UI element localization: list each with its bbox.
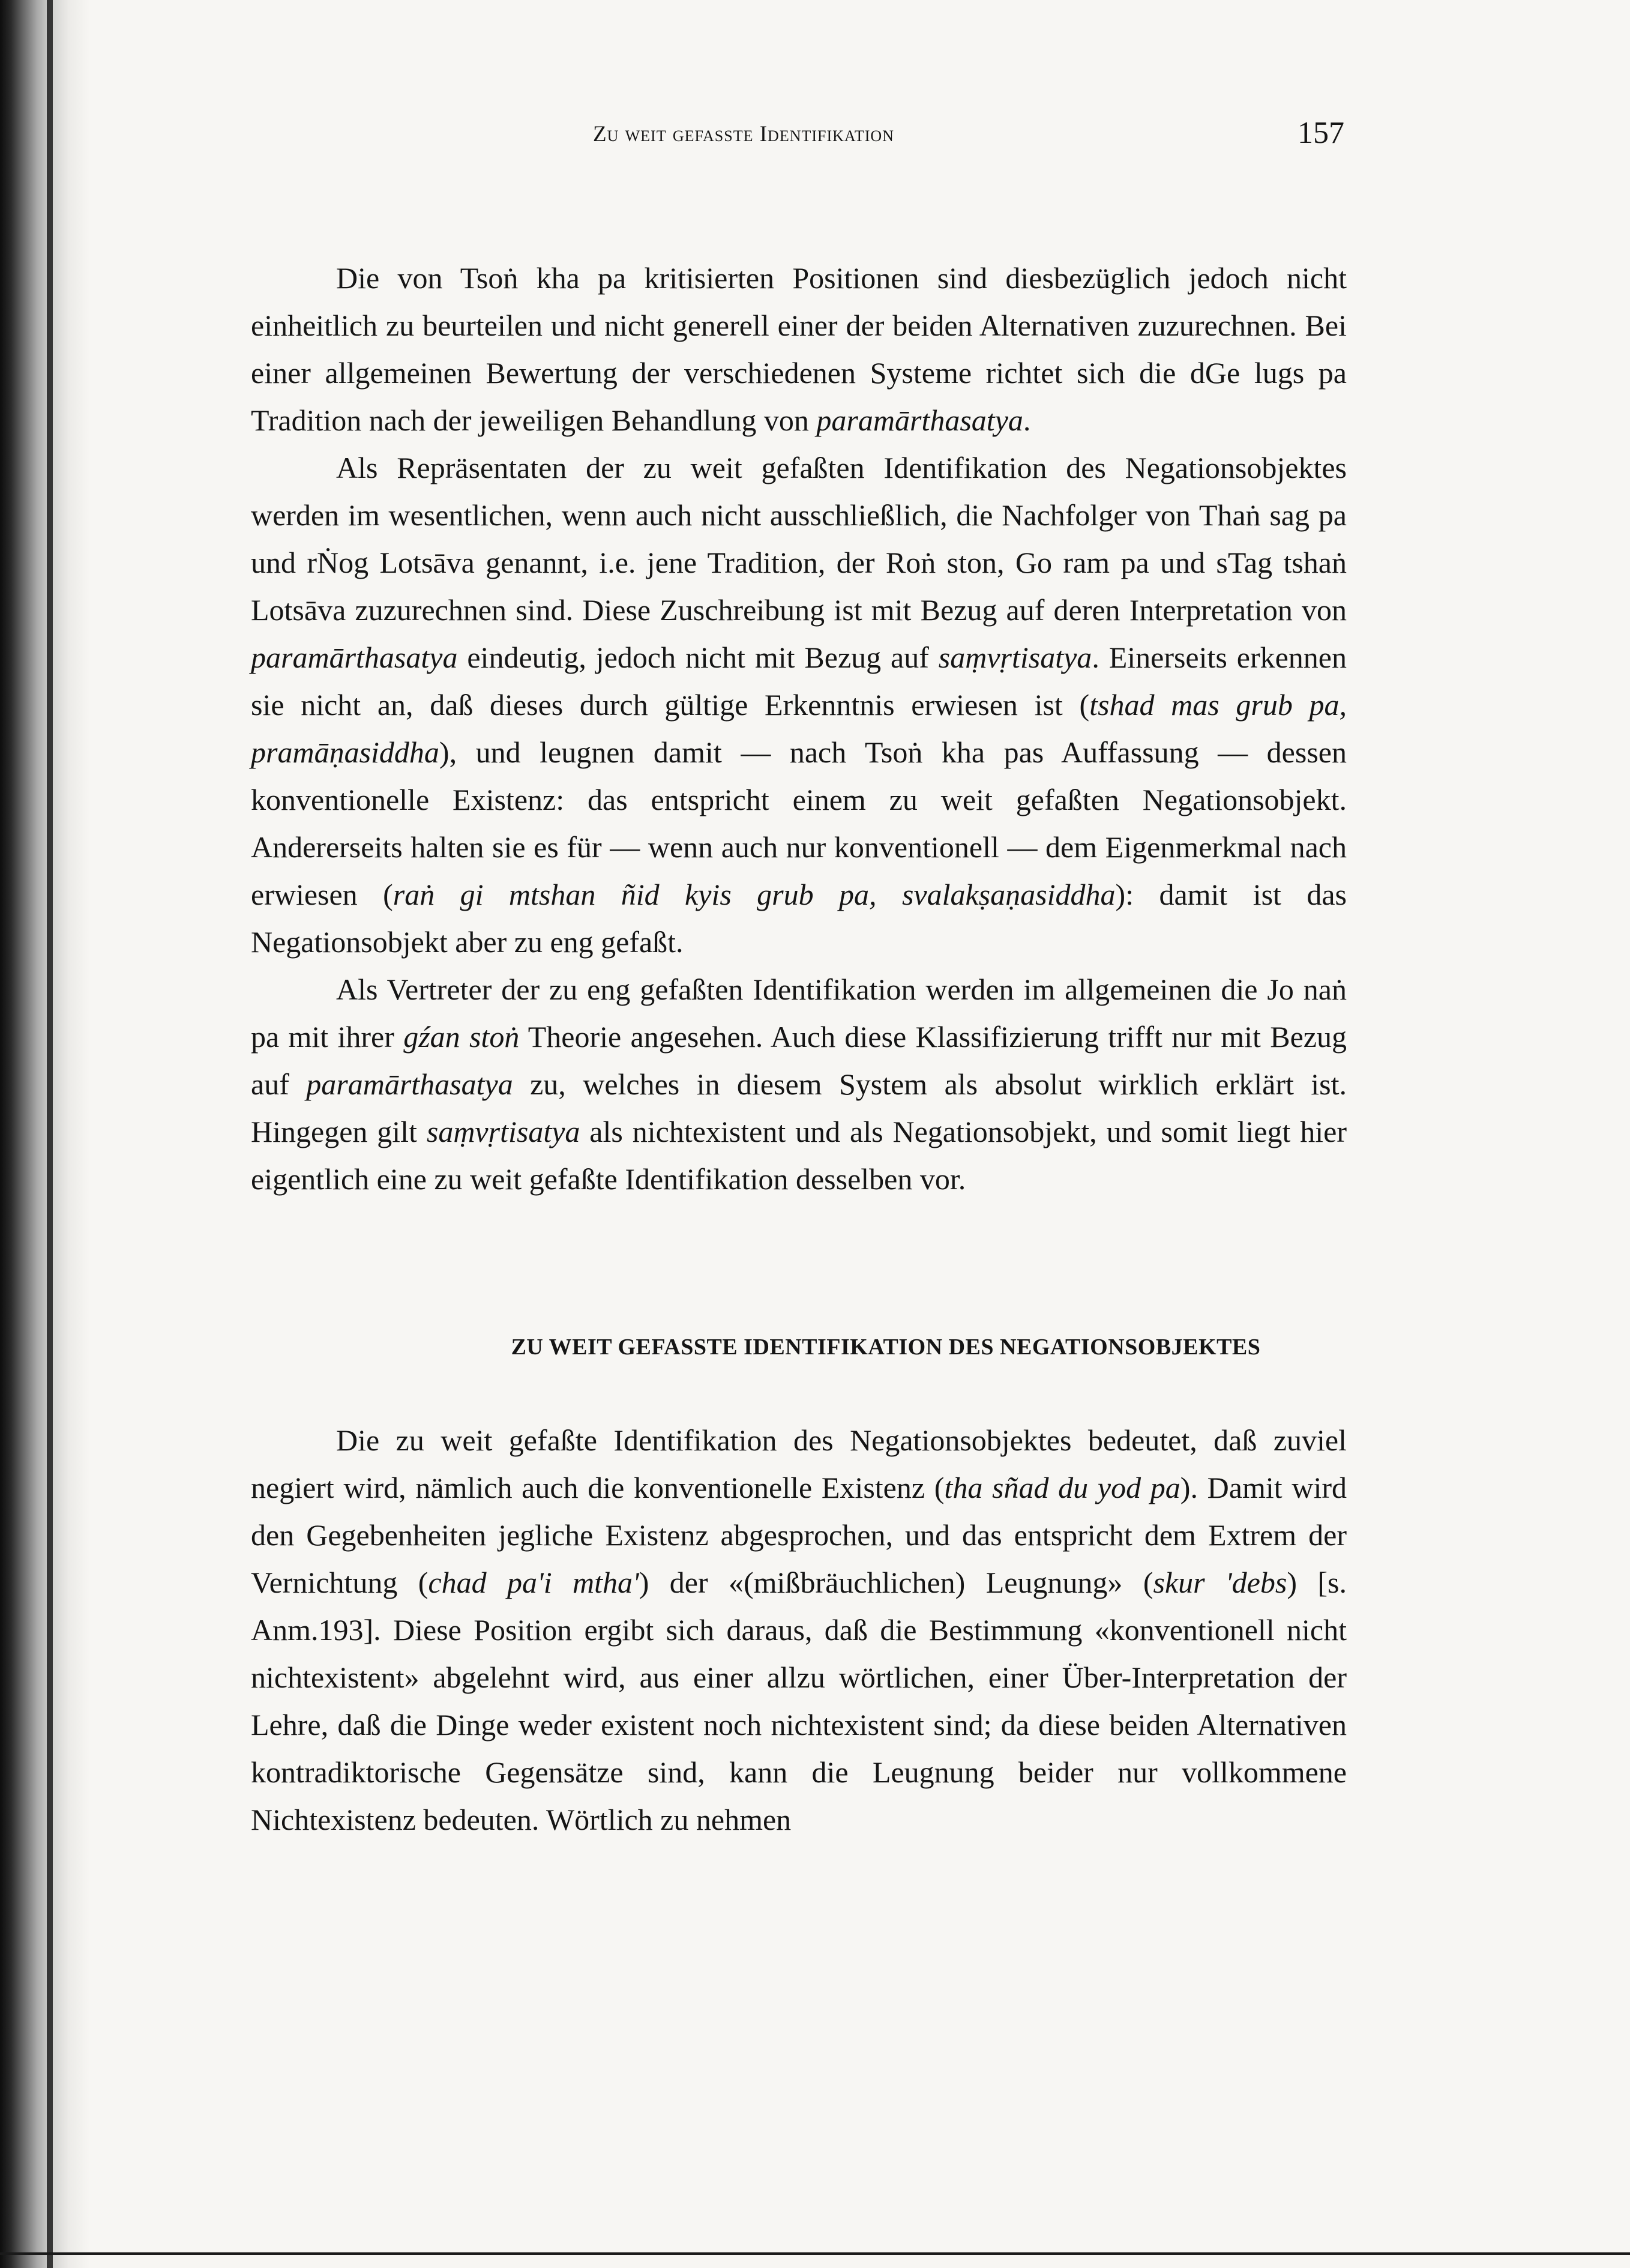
term-italic: gźan stoṅ [403, 1020, 520, 1054]
term-italic: skur 'debs [1153, 1566, 1287, 1599]
text-segment: als nichtexistent und als Negationsobjekt, und somit liegt hier eigentlich eine zu weit gefaßte Identifikation desselben vor. [251, 1115, 1347, 1196]
paragraph-2 [251, 444, 1347, 966]
book-gutter-shadow [0, 0, 90, 2268]
text-segment: eindeutig, jedoch nicht mit Bezug auf [457, 641, 939, 674]
body-text-upper [251, 255, 1347, 1203]
term-italic: paramārthasatya [306, 1067, 513, 1101]
text-segment: ) [s. Anm.193]. Diese Position ergibt sich daraus, daß die Bestimmung «konventionell nicht nichtexistent» abgelehnt wird, aus einer allzu wörtlichen, einer Über-Interpretation der Lehre, daß die Dinge weder existent noch nichtexistent sind; da diese beiden Alternativen kontradiktorische Gegensätze sind, kann die Leugnung beider nur vollkommene Nichtexistenz bedeuten. Wörtlich zu nehmen [251, 1566, 1347, 1836]
text-segment: Die von Tsoṅ kha pa kritisierten Positionen sind diesbezüglich jedoch nicht einheitlich zu beurteilen und nicht generell einer der beiden Alternativen zuzurechnen. Bei einer allgemeinen Bewertung der verschiedenen Systeme richtet sich die dGe lugs pa Tradition nach der jeweiligen Behandlung von [251, 261, 1347, 437]
text-segment: Als Vertreter der zu eng gefaßten Identifikation werden im allgemeinen die Jo naṅ pa mit ihrer [251, 973, 1347, 1054]
term-italic: saṃvṛtisatya [938, 641, 1092, 674]
paragraph-3 [251, 966, 1347, 1203]
section-paragraph-1 [251, 1417, 1347, 1844]
text-segment: ). Damit wird den Gegebenheiten jegliche Existenz abgesprochen, und das entspricht dem Extrem der Vernichtung ( [251, 1471, 1347, 1599]
section-heading: ZU WEIT GEFASSTE IDENTIFIKATION DES NEGATIONSOBJEKTES [511, 1335, 1261, 1360]
page-bottom-edge [0, 2252, 1630, 2255]
text-segment: zu, welches in diesem System als absolut wirklich erklärt ist. Hingegen gilt [251, 1067, 1347, 1148]
running-head: Zu weit gefasste Identifikation [593, 122, 894, 146]
text-segment: Theorie angesehen. Auch diese Klassifizierung trifft nur mit Bezug auf [251, 1020, 1347, 1101]
term-italic: paramārthasatya [251, 641, 458, 674]
term-italic: tshad mas grub pa, pramāṇasiddha [251, 688, 1347, 769]
paragraph-1 [251, 255, 1347, 444]
book-gutter-line [47, 0, 53, 2268]
text-segment: ) der «(mißbräuchlichen) Leugnung» ( [639, 1566, 1153, 1599]
page-number: 157 [1298, 116, 1344, 150]
text-segment: Die zu weit gefaßte Identifikation des Negationsobjektes bedeutet, daß zuviel negiert wird, nämlich auch die konventionelle Existenz ( [251, 1423, 1347, 1504]
term-italic: tha sñad du yod pa [944, 1471, 1180, 1504]
body-text-lower [251, 1417, 1347, 1844]
text-segment: ): damit ist das Negationsobjekt aber zu eng gefaßt. [251, 878, 1347, 959]
text-segment: . [1023, 403, 1031, 437]
text-segment: ), und leugnen damit — nach Tsoṅ kha pas Auffassung — dessen konventionelle Existenz: das entspricht einem zu weit gefaßten Negationsobjekt. Andererseits halten sie es für — wenn auch nur konventionell — dem Eigenmerkmal nach erwiesen ( [251, 735, 1347, 911]
term-italic: saṃvṛtisatya [426, 1115, 580, 1148]
term-italic: paramārthasatya [816, 403, 1023, 437]
term-italic: chad pa'i mtha' [428, 1566, 639, 1599]
text-segment: Als Repräsentaten der zu weit gefaßten Identifikation des Negationsobjektes werden im wesentlichen, wenn auch nicht ausschließlich, die Nachfolger von Thaṅ sag pa und rṄog Lotsāva genannt, i.e. jene Tradition, der Roṅ ston, Go ram pa und sTag tshaṅ Lotsāva zuzurechnen sind. Diese Zuschreibung ist mit Bezug auf deren Interpretation von [251, 451, 1347, 627]
term-italic: raṅ gi mtshan ñid kyis grub pa, svalakṣaṇasiddha [392, 878, 1116, 911]
text-segment: . Einerseits erkennen sie nicht an, daß dieses durch gültige Erkenntnis erwiesen ist ( [251, 641, 1347, 722]
